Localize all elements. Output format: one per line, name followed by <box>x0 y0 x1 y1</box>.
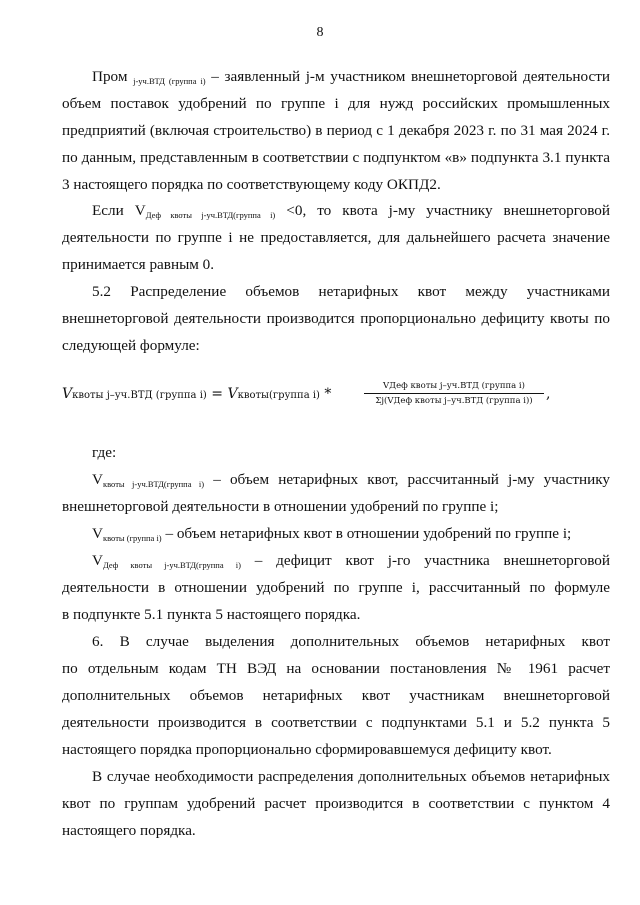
fraction-bar <box>364 393 544 394</box>
formula-fraction <box>364 380 544 407</box>
formula-denominator: Σj(VДеф квоты j–уч.ВТД (группа i)) <box>375 396 533 406</box>
formula-numerator: VДеф квоты j–уч.ВТД (группа i) <box>383 381 525 391</box>
text-line: принимается равным 0. <box>62 256 215 273</box>
text-line: Vквоты (группа i) – объем нетарифных квот в отношении удобрений по группе i; <box>92 525 572 543</box>
text-line: по данным, представленным в соответствии с подпунктом «в» подпункта 3.1 пункта <box>62 149 610 166</box>
formula-comma: , <box>546 386 551 402</box>
text-line: Vквоты j-уч.ВТД(группа i) – объем нетарифных квот, рассчитанный j-му участнику <box>92 471 610 489</box>
formula-main: Vквоты j–уч.ВТД (группа i) = Vквоты(группа i) * <box>62 386 332 402</box>
page-number: 8 <box>316 25 324 40</box>
text-line: дополнительных объемов нетарифных квот участникам внешнеторговой <box>62 687 610 704</box>
text-line: настоящего порядка. <box>62 822 196 839</box>
text-line: по отдельным кодам ТН ВЭД на основании постановления № 1961 расчет <box>62 660 610 677</box>
text-line: 5.2 Распределение объемов нетарифных квот между участниками <box>92 283 610 300</box>
text-line: деятельности в отношении удобрений по группе i, рассчитанный по формуле <box>62 579 610 596</box>
text-line: В случае необходимости распределения дополнительных объемов нетарифных <box>92 768 610 785</box>
text-line: Если VДеф квоты j-уч.ВТД(группа i) <0, то квота j-му участнику внешнеторговой <box>92 202 610 220</box>
text-line: в подпункте 5.1 пункта 5 настоящего порядка. <box>62 606 361 623</box>
text-line: квот по группам удобрений расчет производится в соответствии с пунктом 4 <box>62 795 610 812</box>
text-line: внешнеторговой деятельности в отношении удобрений по группе i; <box>62 498 499 515</box>
text-line: VДеф квоты j-уч.ВТД(группа i) – дефицит квот j-го участника внешнеторговой <box>92 552 611 570</box>
text-line: деятельности производится в соответствии с подпунктами 5.1 и 5.2 пункта 5 <box>62 714 610 731</box>
text-line: следующей формуле: <box>62 337 200 354</box>
text-line: внешнеторговой деятельности производится пропорционально дефициту квоты по <box>62 310 610 327</box>
text-line: предприятий (включая строительство) в период с 1 декабря 2023 г. по 31 мая 2024 г. <box>62 122 610 139</box>
text-line: объем поставок удобрений по группе i для нужд российских промышленных <box>62 95 610 112</box>
distribution-formula <box>62 380 551 424</box>
where-label: где: <box>92 444 117 461</box>
text-line: 3 настоящего порядка по соответствующему коду ОКПД2. <box>62 176 441 193</box>
text-line: 6. В случае выделения дополнительных объемов нетарифных квот <box>92 633 610 650</box>
text-line: настоящего порядка пропорционально сформировавшемуся дефициту квот. <box>62 741 552 758</box>
text-line: деятельности по группе i не предоставляется, для дальнейшего расчета значение <box>62 229 610 246</box>
text-line: Пром j-уч.ВТД (группа i) – заявленный j-м участником внешнеторговой деятельности <box>92 68 610 86</box>
